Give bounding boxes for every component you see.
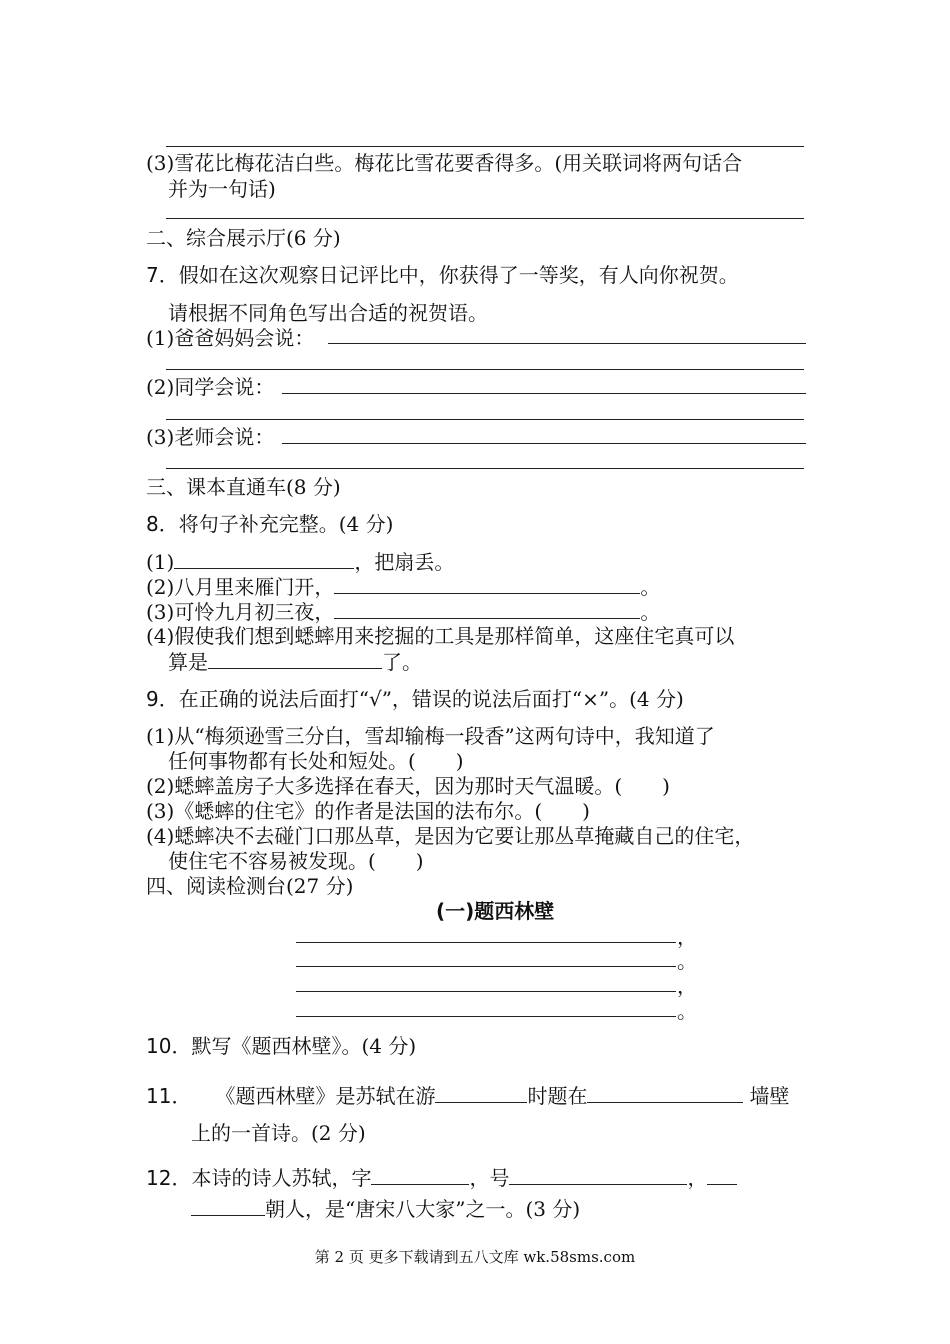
- poem-line-4[interactable]: [296, 1016, 676, 1017]
- q8-item4-blank[interactable]: [208, 648, 382, 669]
- section2-title: 二、综合展示厅(6 分): [146, 226, 341, 250]
- poem-punct-2: 。: [677, 949, 697, 973]
- q12-text-3: ，: [687, 1166, 708, 1190]
- q7-item1-label: (1)爸爸妈妈会说：: [146, 326, 315, 350]
- q7-item2-label: (2)同学会说：: [146, 375, 275, 399]
- q8-item2-suffix: 。: [640, 575, 661, 599]
- q7-item1-answer-2[interactable]: [166, 369, 804, 370]
- q7-prompt-line2: 请根据不同角色写出合适的祝贺语。: [168, 301, 488, 325]
- q8-text: 将句子补充完整。(4 分): [178, 512, 394, 536]
- q12-line2: [191, 1195, 580, 1222]
- q7-item3-answer[interactable]: [282, 443, 806, 444]
- q6-item3-line1: (3)雪花比梅花洁白些。梅花比雪花要香得多。(用关联词将两句话合: [146, 151, 743, 175]
- q9-item4-line1: (4)蟋蟀决不去碰门口那丛草，是因为它要让那丛草掩藏自己的住宅，: [146, 824, 755, 848]
- section3-title: 三、课本直通车(8 分): [146, 475, 341, 499]
- q8-item4-suffix: 了。: [382, 650, 422, 674]
- q10-text: 默写《题西林壁》。(4 分): [191, 1034, 417, 1058]
- q7-item3-answer-2[interactable]: [166, 468, 804, 469]
- answer-line: [166, 146, 804, 147]
- q8-item1-suffix: ，把扇丢。: [354, 550, 455, 574]
- q12-text-2: ，号: [469, 1166, 510, 1190]
- q8-item3: [146, 598, 660, 625]
- poem-title: (一)题西林壁: [436, 899, 555, 923]
- poem-punct-4: 。: [677, 999, 697, 1023]
- q8-item1: [146, 548, 454, 575]
- q11-text-2: 时题在: [527, 1084, 588, 1108]
- poem-line-1[interactable]: [296, 942, 676, 943]
- q11-line2: 上的一首诗。(2 分): [191, 1121, 366, 1145]
- q7-item2-answer-2[interactable]: [166, 419, 804, 420]
- poem-punct-1: ，: [677, 925, 697, 949]
- q8-item4-prefix: 算是: [168, 650, 208, 674]
- q7-item2-answer[interactable]: [282, 393, 806, 394]
- q7-item3-label: (3)老师会说：: [146, 425, 275, 449]
- q11-number: 11．: [146, 1084, 192, 1108]
- q12-blank-3-start[interactable]: [707, 1164, 737, 1185]
- q12-blank-2[interactable]: [509, 1164, 687, 1185]
- q8-item2: [146, 573, 660, 600]
- q7-prompt: [146, 262, 739, 288]
- q12-number: 12．: [146, 1166, 192, 1190]
- q10-number: 10．: [146, 1034, 192, 1058]
- q9-item1-line2: 任何事物都有长处和短处。( ): [168, 749, 464, 773]
- q8-item4-line2: [168, 648, 422, 675]
- q9-item1-line1: (1)从“梅须逊雪三分白，雪却输梅一段香”这两句诗中，我知道了: [146, 724, 715, 748]
- q9-item4-line2: 使住宅不容易被发现。( ): [168, 849, 424, 873]
- poem-punct-3: ，: [677, 974, 697, 998]
- answer-line: [166, 218, 804, 219]
- q8-item3-prefix: (3)可怜九月初三夜，: [146, 600, 335, 624]
- q7-text: 假如在这次观察日记评比中，你获得了一等奖，有人向你祝贺。: [178, 263, 739, 287]
- q11-text-1: 《题西林壁》是苏轼在游: [215, 1084, 436, 1108]
- q8-item2-prefix: (2)八月里来雁门开，: [146, 575, 335, 599]
- q12-blank-3[interactable]: [191, 1195, 265, 1216]
- q11-blank-1[interactable]: [435, 1082, 527, 1103]
- q8-item1-blank[interactable]: [174, 548, 354, 569]
- q9-item3: (3)《蟋蟀的住宅》的作者是法国的法布尔。( ): [146, 799, 590, 823]
- q11-text-3: 墙壁: [749, 1084, 790, 1108]
- q8-item4-line1: (4)假使我们想到蟋蟀用来挖掘的工具是那样简单，这座住宅真可以: [146, 624, 735, 648]
- q8-number: 8．: [146, 512, 179, 536]
- q9-number: 9．: [146, 687, 179, 711]
- q8-item3-blank[interactable]: [334, 598, 640, 619]
- poem-line-3[interactable]: [296, 991, 676, 992]
- section4-title: 四、阅读检测台(27 分): [146, 874, 354, 898]
- q12-line2-text: 朝人，是“唐宋八大家”之一。(3 分): [265, 1197, 581, 1221]
- q12-text-1: 本诗的诗人苏轼，字: [191, 1166, 372, 1190]
- page-footer: 第 2 页 更多下载请到五八文库 wk.58sms.com: [314, 1248, 636, 1266]
- q11-prompt: [146, 1082, 789, 1109]
- poem-line-2[interactable]: [296, 966, 676, 967]
- q9-text: 在正确的说法后面打“√”，错误的说法后面打“×”。(4 分): [178, 687, 684, 711]
- q11-blank-2[interactable]: [587, 1082, 743, 1103]
- q10-prompt: [146, 1033, 416, 1059]
- q7-item1-answer[interactable]: [328, 343, 806, 344]
- q8-prompt: [146, 511, 393, 537]
- q9-item2: (2)蟋蟀盖房子大多选择在春天，因为那时天气温暖。( ): [146, 774, 670, 798]
- q12-blank-1[interactable]: [371, 1164, 469, 1185]
- q12-prompt: [146, 1164, 737, 1191]
- q8-item2-blank[interactable]: [334, 573, 640, 594]
- q9-prompt: [146, 686, 684, 712]
- q8-item1-prefix: (1): [146, 550, 175, 574]
- q8-item3-suffix: 。: [640, 600, 661, 624]
- q7-number: 7．: [146, 263, 179, 287]
- q6-item3-line2: 并为一句话): [168, 177, 276, 201]
